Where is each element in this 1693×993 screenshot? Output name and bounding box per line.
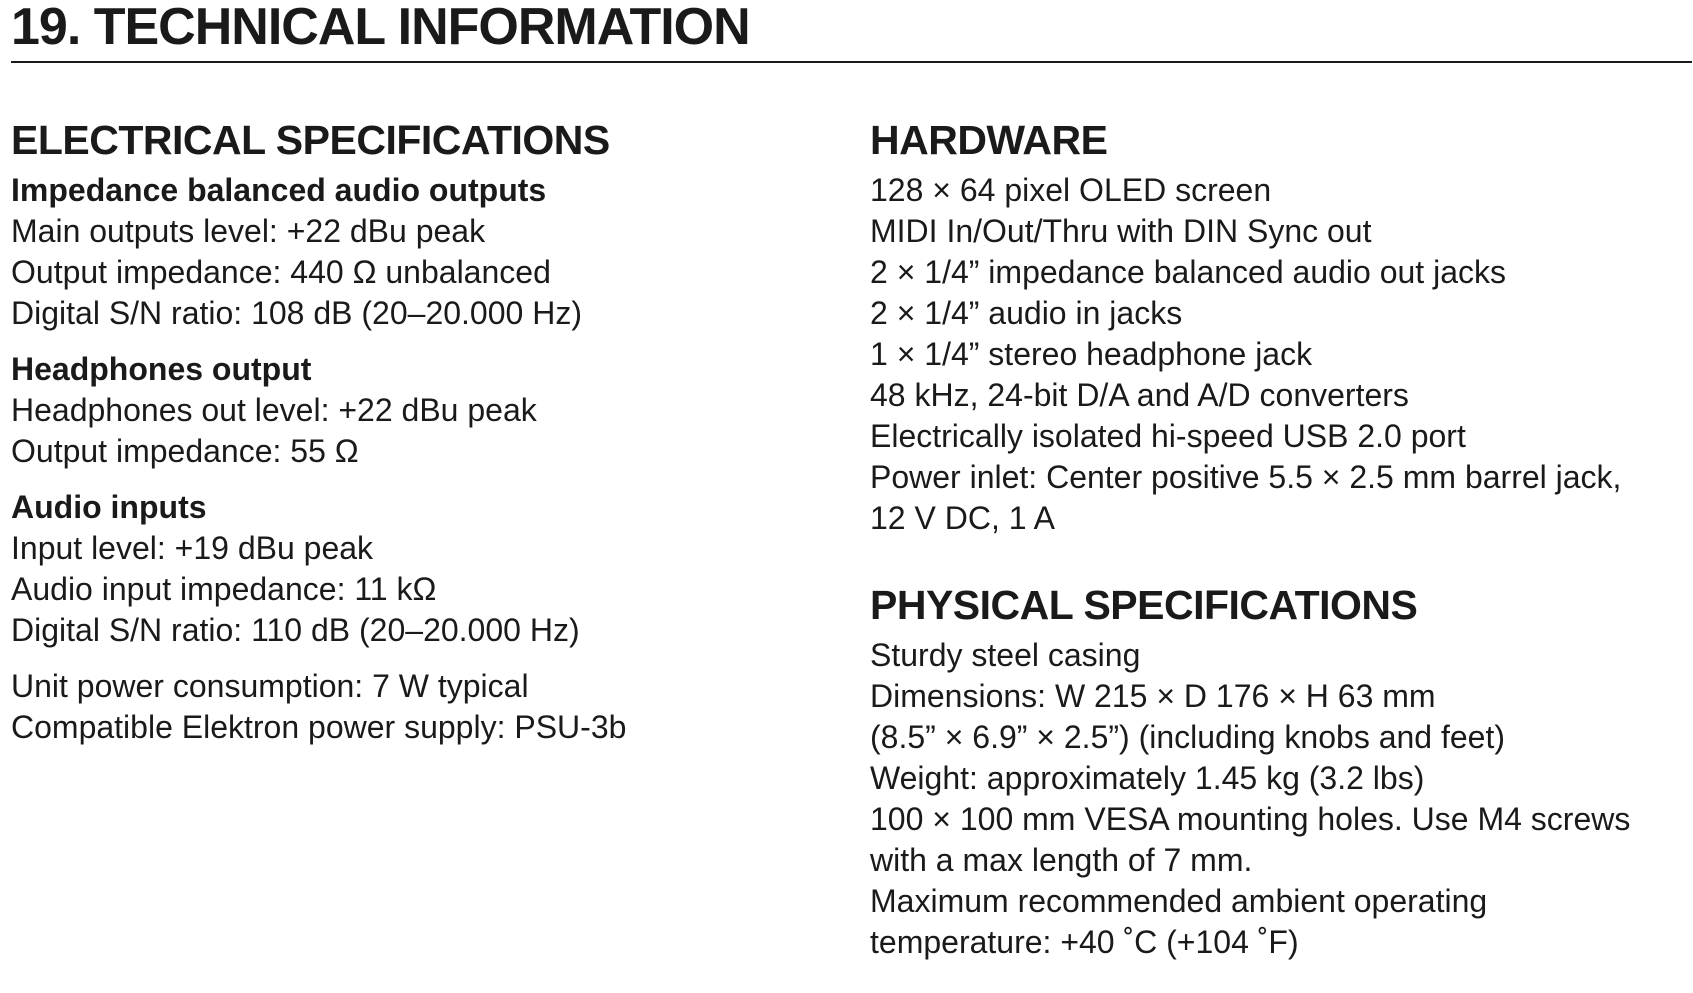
spec-group-audio-inputs	[11, 487, 851, 651]
spec-line: 1 × 1/4” stereo headphone jack	[870, 336, 1313, 372]
spec-group-headphones-output	[11, 349, 851, 472]
spec-line: MIDI In/Out/Thru with DIN Sync out	[870, 213, 1372, 249]
spec-line: Power inlet: Center positive 5.5 × 2.5 mm barrel jack,	[870, 459, 1622, 495]
spec-line: 2 × 1/4” impedance balanced audio out jacks	[870, 254, 1506, 290]
spec-line: Electrically isolated hi-speed USB 2.0 port	[870, 418, 1466, 454]
spec-line: with a max length of 7 mm.	[870, 842, 1253, 878]
group-heading-audio-outputs: Impedance balanced audio outputs	[11, 172, 547, 208]
spec-line: Audio input impedance: 11 kΩ	[11, 571, 437, 607]
spacer	[11, 334, 851, 349]
electrical-specifications-column	[11, 110, 851, 748]
spec-group-hardware	[870, 170, 1690, 539]
section-heading-hardware: HARDWARE	[870, 117, 1108, 163]
section-heading-physical: PHYSICAL SPECIFICATIONS	[870, 582, 1418, 628]
spec-line: Compatible Elektron power supply: PSU-3b	[11, 709, 627, 745]
spec-line: (8.5” × 6.9” × 2.5”) (including knobs and feet)	[870, 719, 1506, 755]
section-heading-electrical: ELECTRICAL SPECIFICATIONS	[11, 117, 610, 163]
spec-line: Output impedance: 55 Ω	[11, 433, 359, 469]
spec-line: Sturdy steel casing	[870, 637, 1141, 673]
hardware-physical-column	[870, 110, 1690, 963]
spec-line: 128 × 64 pixel OLED screen	[870, 172, 1272, 208]
page-title: 19. TECHNICAL INFORMATION	[11, 0, 750, 56]
spec-line: Input level: +19 dBu peak	[11, 530, 374, 566]
spacer	[11, 472, 851, 487]
spec-line: 100 × 100 mm VESA mounting holes. Use M4 screws	[870, 801, 1631, 837]
group-heading-audio-inputs: Audio inputs	[11, 489, 207, 525]
spec-group-power	[11, 666, 851, 748]
spec-line: Output impedance: 440 Ω unbalanced	[11, 254, 551, 290]
spec-line: Weight: approximately 1.45 kg (3.2 lbs)	[870, 760, 1425, 796]
spec-line: 2 × 1/4” audio in jacks	[870, 295, 1183, 331]
spec-line: 48 kHz, 24-bit D/A and A/D converters	[870, 377, 1409, 413]
title-divider	[11, 61, 1692, 63]
spec-line: Digital S/N ratio: 110 dB (20–20.000 Hz)	[11, 612, 580, 648]
spec-line: Digital S/N ratio: 108 dB (20–20.000 Hz)	[11, 295, 582, 331]
spec-line: 12 V DC, 1 A	[870, 500, 1055, 536]
spec-group-physical	[870, 635, 1690, 963]
spec-line: Headphones out level: +22 dBu peak	[11, 392, 537, 428]
spec-line: temperature: +40 ˚C (+104 ˚F)	[870, 924, 1299, 960]
spacer	[870, 539, 1690, 575]
spec-line: Main outputs level: +22 dBu peak	[11, 213, 486, 249]
group-heading-headphones-output: Headphones output	[11, 351, 312, 387]
spacer	[11, 651, 851, 666]
spec-group-audio-outputs	[11, 170, 851, 334]
spec-line: Maximum recommended ambient operating	[870, 883, 1488, 919]
spec-line: Dimensions: W 215 × D 176 × H 63 mm	[870, 678, 1436, 714]
spec-line: Unit power consumption: 7 W typical	[11, 668, 529, 704]
